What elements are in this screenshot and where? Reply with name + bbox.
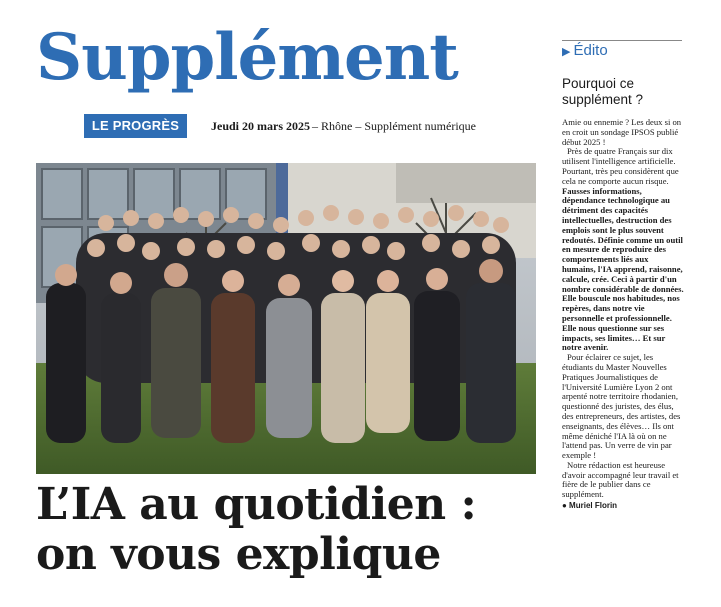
headline-line-1: L’IA au quotidien : xyxy=(36,479,477,530)
hero-photo xyxy=(36,163,536,474)
issue-date: Jeudi 20 mars 2025 xyxy=(211,119,310,133)
edito-paragraph: Pour éclairer ce sujet, les étudiants du Master Nouvelles Pratiques Journalistiques de l'Université Lumière Lyon 2 ont arpenté notre territoire rhodanien, questionné des juristes, des élus, des entrepreneurs, des artistes, des enseignants, des élèves… Ils ont même déniché l'IA là où on ne l'attend pas. Un verre de vin par exemple ! xyxy=(562,352,681,461)
issue-region: – Rhône – Supplément numérique xyxy=(312,119,476,133)
edito-body xyxy=(562,118,684,511)
edito-title: Pourquoi ce supplément ? xyxy=(562,76,644,107)
headline-line-2: on vous explique xyxy=(36,529,441,580)
masthead-title: Supplément xyxy=(36,20,458,95)
edito-paragraph: Notre rédaction est heureuse d'avoir accompagné leur travail et fière de le publier dans ce supplément. xyxy=(562,459,679,500)
edito-signature: ● Muriel Florin xyxy=(562,501,618,511)
group-photo-illustration xyxy=(36,163,536,474)
edito-paragraph: Amie ou ennemie ? Les deux si on en croit un sondage IPSOS publié début 2025 ! xyxy=(562,117,682,147)
edito-text: Près de quatre Français sur dix utilisent l'intelligence artificielle. Pourtant, très peu considèrent que cela ne comporte aucun risque. xyxy=(562,146,679,186)
edito-kicker xyxy=(562,42,608,59)
edito-kicker-label: Édito xyxy=(573,42,608,59)
headline xyxy=(36,480,536,580)
brand-logo: LE PROGRÈS xyxy=(84,114,187,138)
edito-paragraph xyxy=(562,147,684,353)
edito-text-bold: Fausses informations, dépendance technologique au détriment des capacités intellectuelles, destruction des emplois sont le plus souvent redoutés. Définie comme un outil en mesure de reproduire des comportements liés aux humains, l'IA apprend, raisonne, calcule, crée. Ceci à partir d'un nombre considérable de données. Elle bouscule nos habitudes, nos repères, dans notre vie personnelle et professionnelle. Elle nous questionne sur ses impacts, ses limites… Et sur notre avenir. xyxy=(562,185,684,353)
triangle-right-icon: ▶ xyxy=(562,46,571,58)
column-rule xyxy=(562,40,682,41)
